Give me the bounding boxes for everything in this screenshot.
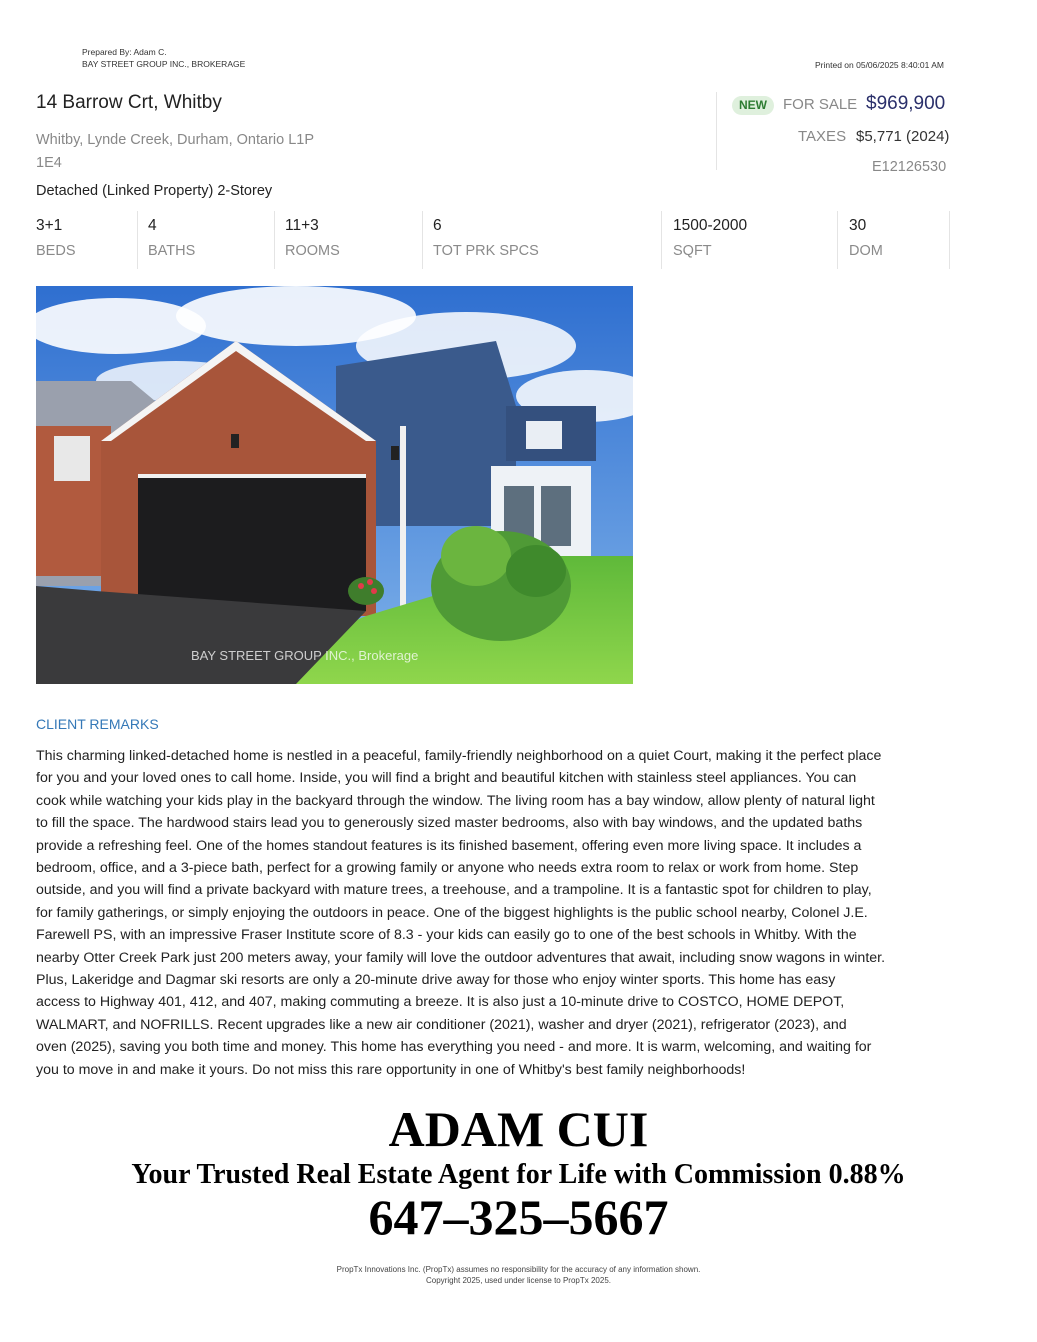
stat-divider bbox=[274, 211, 275, 269]
stat-label: BEDS bbox=[36, 243, 76, 259]
client-remarks-heading: CLIENT REMARKS bbox=[36, 716, 159, 732]
remarks-line: for family gatherings, or simply enjoying the outdoors in peace. One of the biggest highlights is the public school nearby, Colonel J.E. bbox=[36, 904, 868, 921]
remarks-line: Plus, Lakeridge and Dagmar ski resorts are only a 20-minute drive away for those who enjoy winter sports. This home has easy bbox=[36, 972, 836, 989]
stat-divider bbox=[661, 211, 662, 269]
location-line-2: 1E4 bbox=[36, 155, 62, 171]
mls-number: E12126530 bbox=[872, 159, 947, 175]
property-photo bbox=[36, 286, 633, 684]
remarks-line: bedroom, office, and a 3-piece bath, perfect for a growing family or anyone who needs extra room to relax or work from home. Step bbox=[36, 860, 859, 877]
stat-label: ROOMS bbox=[285, 243, 340, 259]
stat-value: 1500-2000 bbox=[673, 217, 748, 234]
remarks-line: access to Highway 401, 412, and 407, making commuting a breeze. It is also just a 10-minute drive to COSTCO, HOME DEPOT, bbox=[36, 994, 845, 1011]
listing-price: $969,900 bbox=[866, 93, 946, 114]
location-line-1: Whitby, Lynde Creek, Durham, Ontario L1P bbox=[36, 132, 315, 148]
agent-phone[interactable]: 647–325–5667 bbox=[368, 1189, 669, 1245]
remarks-line: This charming linked-detached home is nestled in a peaceful, family-friendly neighborhood on a quiet Court, making it the perfect place bbox=[36, 748, 882, 764]
footer-disclaimer: PropTx Innovations Inc. (PropTx) assumes no responsibility for the accuracy of any information shown. bbox=[336, 1265, 701, 1274]
prepared-by: Prepared By: Adam C. bbox=[82, 47, 167, 57]
remarks-line: to fill the space. The hardwood stairs lead you to generously sized master bedrooms, also with bay windows, and the updated baths bbox=[36, 815, 863, 832]
taxes-label: TAXES bbox=[798, 128, 847, 145]
remarks-line: provide a refreshing feel. One of the homes standout features is its finished basement, offering even more living space. It includes a bbox=[36, 837, 862, 854]
remarks-line: you to move in and make it yours. Do not miss this rare opportunity in one of Whitby's best family neighborhoods! bbox=[36, 1061, 746, 1078]
client-remarks-text bbox=[36, 745, 952, 1081]
photo-watermark: BAY STREET GROUP INC., Brokerage bbox=[191, 648, 419, 663]
stat-divider bbox=[422, 211, 423, 269]
stat-sqft bbox=[673, 217, 747, 259]
stat-rooms bbox=[285, 217, 340, 259]
stat-value: 30 bbox=[849, 217, 867, 234]
listing-address: 14 Barrow Crt, Whitby bbox=[36, 92, 222, 113]
stat-label: TOT PRK SPCS bbox=[433, 243, 539, 259]
listing-status: FOR SALE bbox=[783, 96, 858, 113]
stat-dom bbox=[849, 217, 883, 259]
remarks-line: WALMART, and NOFRILLS. Recent upgrades like a new air conditioner (2021), washer and dryer (2021), refrigerator (2023), and bbox=[36, 1016, 847, 1033]
agent-name: ADAM CUI bbox=[388, 1101, 649, 1157]
remarks-line: nearby Otter Creek Park just 200 meters away, your family will love the outdoor adventures that await, including snow wagons in winter. bbox=[36, 949, 886, 966]
new-badge: NEW bbox=[732, 96, 774, 115]
stat-parking bbox=[433, 217, 539, 259]
remarks-line: for you and your loved ones to call home. Inside, you will find a bright and beautiful kitchen with stainless steel appliances. You can bbox=[36, 770, 857, 787]
remarks-line: cook while watching your kids play in the backyard through the window. The living room has a bay window, allow plenty of natural light bbox=[36, 792, 875, 809]
stat-label: DOM bbox=[849, 243, 883, 259]
stat-value: 4 bbox=[148, 217, 157, 234]
stat-value: 3+1 bbox=[36, 217, 63, 234]
stat-beds bbox=[36, 217, 76, 259]
stat-label: BATHS bbox=[148, 243, 196, 259]
property-type: Detached (Linked Property) 2-Storey bbox=[36, 183, 273, 199]
price-divider bbox=[716, 92, 717, 170]
printed-on: Printed on 05/06/2025 8:40:01 AM bbox=[815, 60, 945, 70]
agent-tagline: Your Trusted Real Estate Agent for Life with Commission 0.88% bbox=[131, 1159, 906, 1190]
stat-divider bbox=[837, 211, 838, 269]
stat-divider bbox=[949, 211, 950, 269]
remarks-line: outside, and you will find a private backyard with mature trees, a treehouse, and a trampoline. It is a fantastic spot for children to play, bbox=[36, 882, 872, 899]
footer-copyright: Copyright 2025, used under license to PropTx 2025. bbox=[425, 1276, 611, 1285]
stat-value: 11+3 bbox=[285, 217, 319, 234]
stat-baths bbox=[148, 217, 195, 259]
remarks-line: Farewell PS, with an impressive Fraser Institute score of 8.3 - your kids can easily go to one of the best schools in Whitby. With the bbox=[36, 927, 857, 944]
taxes-value: $5,771 (2024) bbox=[856, 128, 950, 145]
stat-value: 6 bbox=[433, 217, 442, 234]
stat-label: SQFT bbox=[673, 243, 712, 259]
brokerage-name: BAY STREET GROUP INC., BROKERAGE bbox=[82, 59, 246, 69]
remarks-line: oven (2025), saving you both time and money. This home has everything you need - and more. It is warm, welcoming, and waiting for bbox=[36, 1039, 872, 1056]
stat-divider bbox=[137, 211, 138, 269]
